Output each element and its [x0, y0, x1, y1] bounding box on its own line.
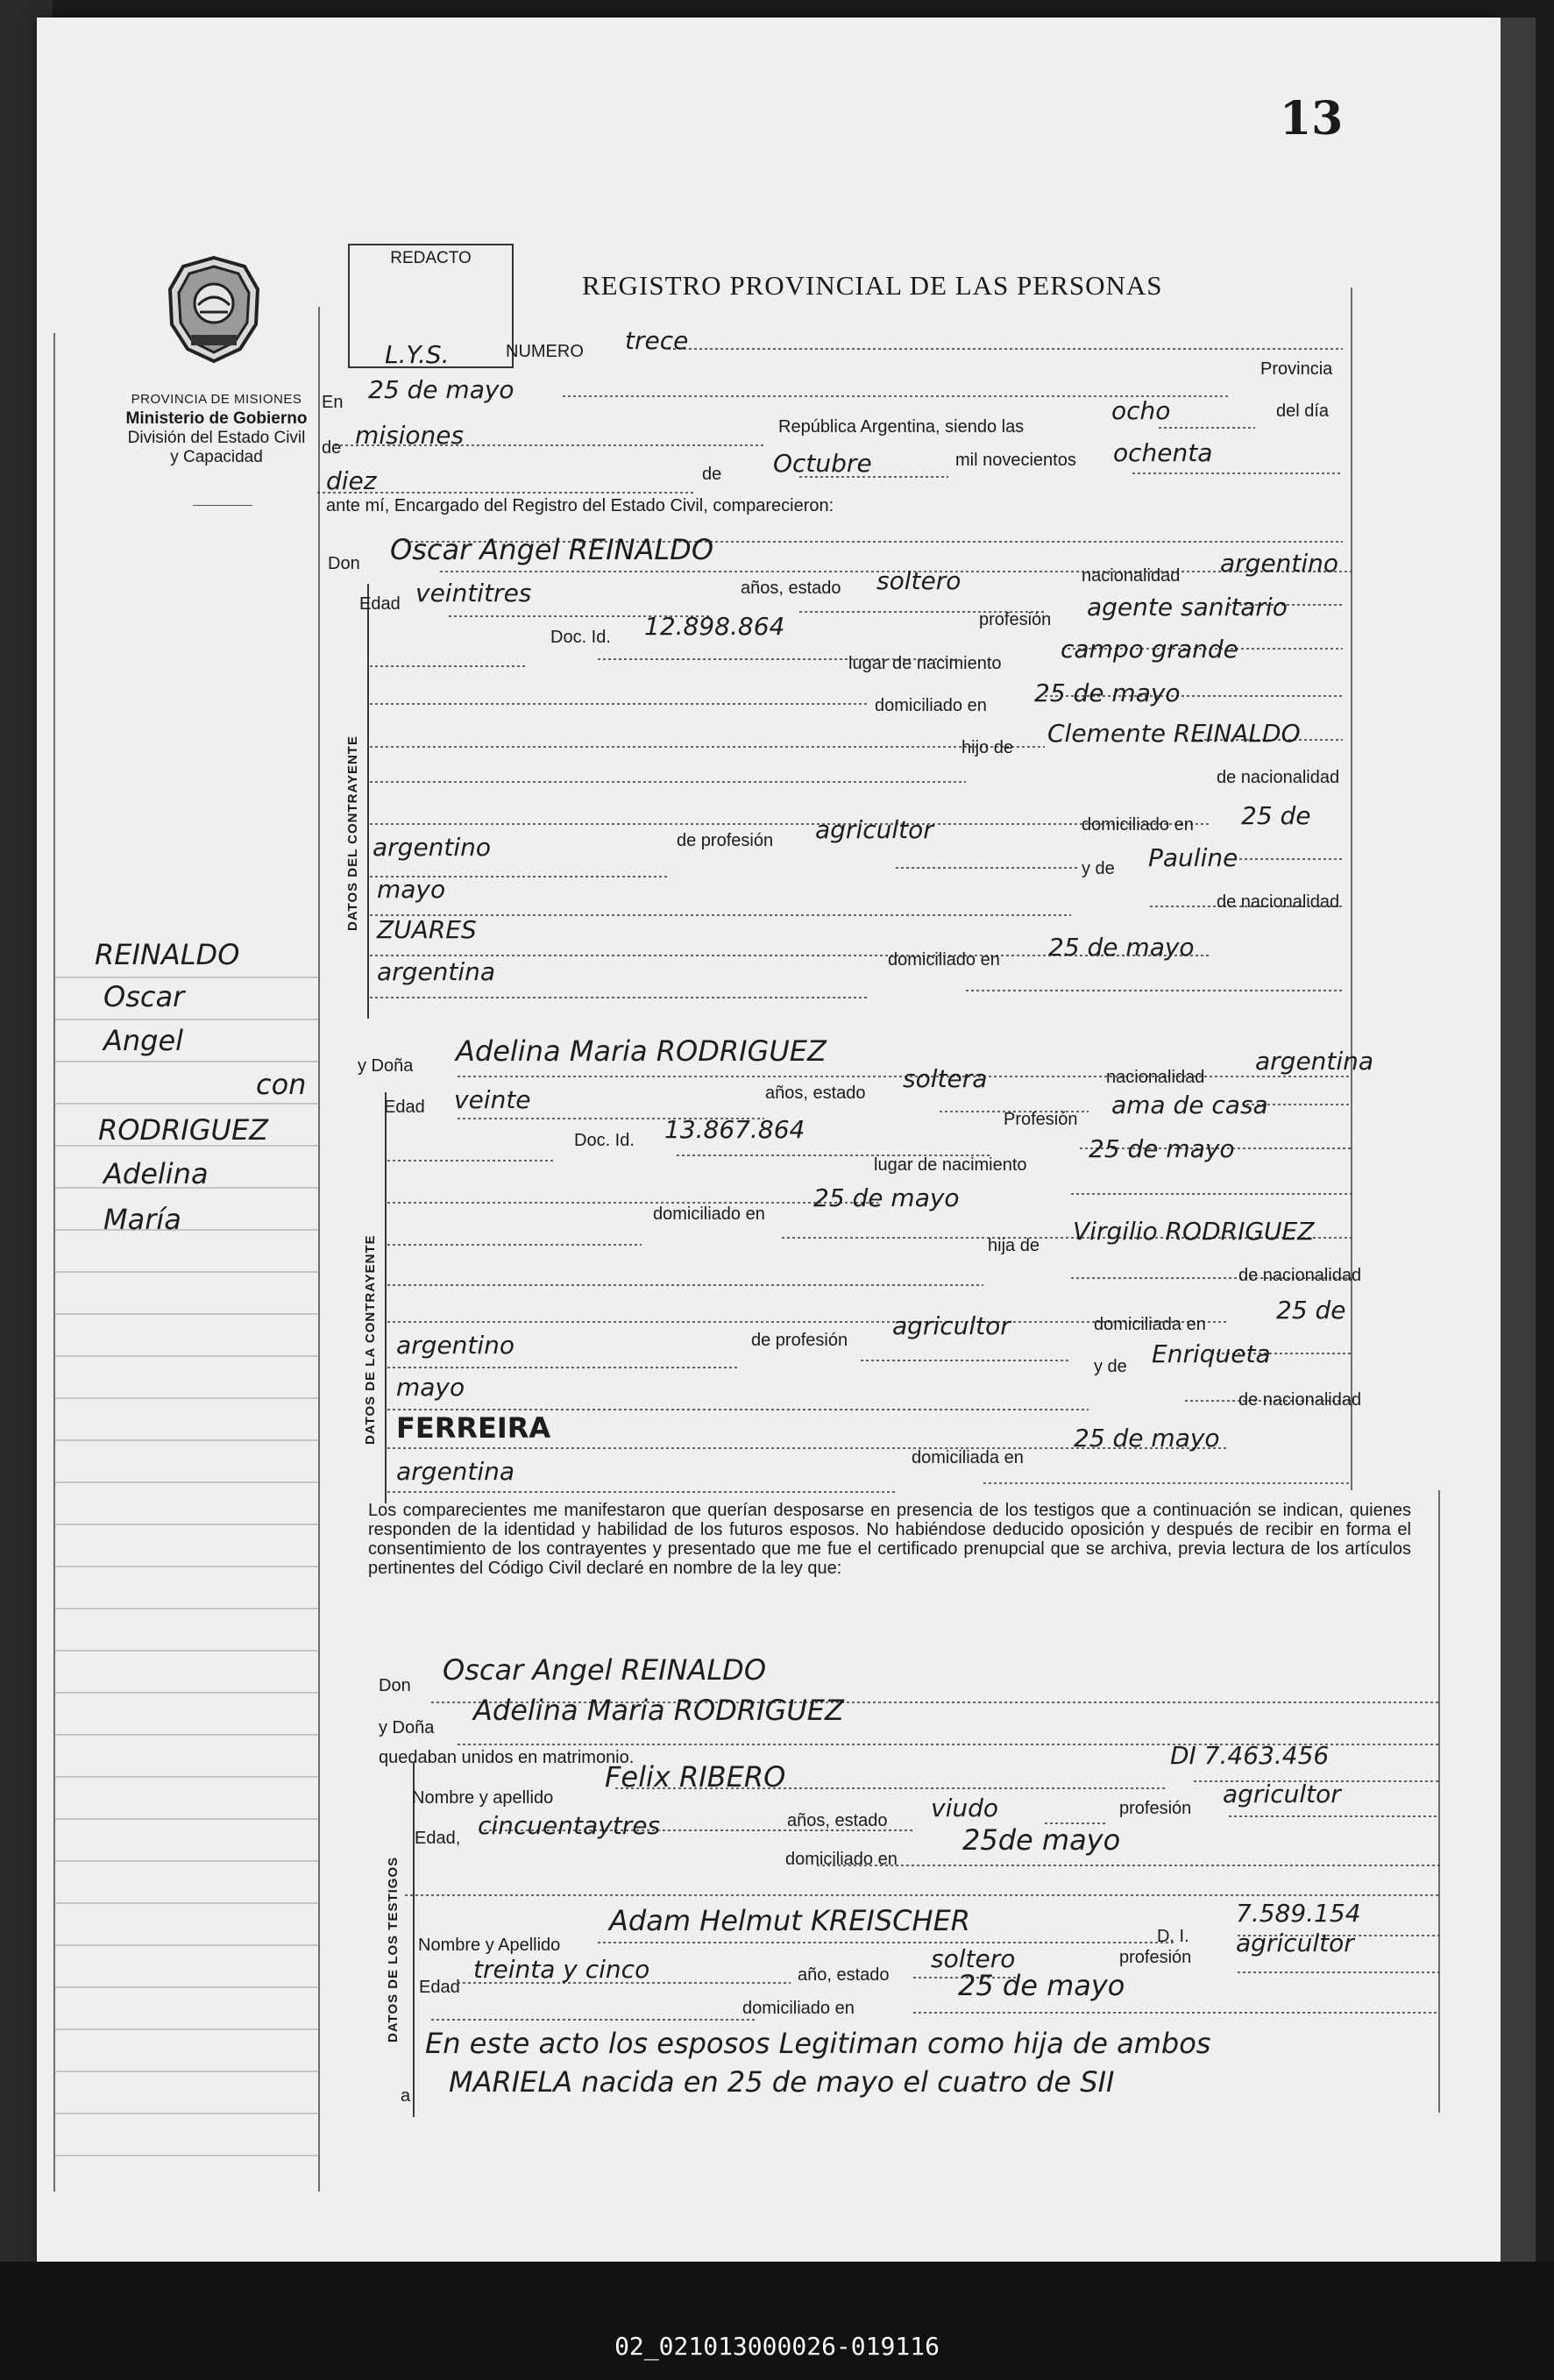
- edad-label-2: Edad: [384, 1098, 425, 1117]
- de-nacionalidad-label-2: de nacionalidad: [1217, 892, 1340, 912]
- t2-nombre-label: Nombre y Apellido: [418, 1936, 561, 1955]
- hija-de-label: hija de: [988, 1236, 1040, 1255]
- t2-nombre: Adam Helmut KREISCHER: [609, 1904, 971, 1937]
- padre-profesion-2: agricultor: [892, 1311, 1011, 1340]
- madre-name-a-2: Enriqueta: [1152, 1339, 1271, 1368]
- profesion-label: profesión: [979, 610, 1052, 629]
- madre-domicilio-label-2: domiciliada en: [912, 1448, 1024, 1467]
- lugar-value-2: 25 de mayo: [1089, 1134, 1235, 1163]
- anios-estado-label-2: años, estado: [765, 1083, 866, 1103]
- republica-label: República Argentina, siendo las: [778, 417, 1025, 437]
- margin-note-5: RODRIGUEZ: [98, 1113, 269, 1147]
- padre-domicilio-label-2: domiciliada en: [1094, 1315, 1206, 1334]
- margin-note-6: Adelina: [103, 1157, 209, 1190]
- document-title: REGISTRO PROVINCIAL DE LAS PERSONAS: [582, 270, 1163, 301]
- t1-nombre: Felix RIBERO: [605, 1760, 786, 1794]
- del-dia-label: del día: [1276, 401, 1330, 421]
- de-nacionalidad-label-4: de nacionalidad: [1238, 1390, 1362, 1410]
- en-value: 25 de mayo: [368, 375, 514, 404]
- declaration-don: Oscar Angel REINALDO: [443, 1653, 766, 1687]
- binder-cover-edge: [1501, 18, 1536, 2262]
- edad-value-2: veinte: [454, 1085, 531, 1114]
- de-value: misiones: [355, 421, 465, 450]
- padre-profesion-label: de profesión: [677, 831, 774, 850]
- lugar-label: lugar de nacimiento: [848, 654, 1002, 673]
- province-label: PROVINCIA DE MISIONES: [131, 392, 302, 407]
- t2-profesion: agricultor: [1236, 1929, 1354, 1957]
- padre-domicilio-b-2: mayo: [396, 1373, 465, 1402]
- padre-domicilio-b: mayo: [377, 875, 446, 904]
- margin-note-4: con: [256, 1068, 307, 1101]
- margin-note-2: Oscar: [103, 980, 185, 1013]
- hora-value: ocho: [1111, 396, 1171, 425]
- contrayenta-name: Adelina Maria RODRIGUEZ: [456, 1034, 827, 1068]
- domicilio-label-2: domiciliado en: [653, 1204, 765, 1224]
- lugar-value: campo grande: [1061, 635, 1238, 664]
- madre-nacionalidad-2: argentina: [396, 1457, 515, 1486]
- lugar-label-2: lugar de nacimiento: [874, 1155, 1027, 1175]
- margin-note-3: Angel: [103, 1024, 184, 1057]
- margin-note-7: María: [103, 1203, 181, 1236]
- section-contrayenta-label: DATOS DE LA CONTRAYENTE: [363, 1234, 378, 1445]
- redacto-label: REDACTO: [390, 249, 472, 267]
- doc-value: 12.898.864: [644, 612, 785, 641]
- mil-label: mil novecientos: [955, 451, 1076, 470]
- t2-di-label: D. I.: [1157, 1927, 1189, 1946]
- declaration-dona-label: y Doña: [379, 1718, 435, 1737]
- dia-value: diez: [326, 466, 377, 495]
- t1-profesion-label: profesión: [1119, 1799, 1192, 1818]
- de2-label: de: [702, 465, 722, 484]
- madre-domicilio-label: domiciliado en: [888, 950, 1000, 970]
- page-number: 13: [1280, 92, 1344, 146]
- t1-anios-estado-label: años, estado: [787, 1811, 888, 1830]
- t2-domicilio: 25 de mayo: [958, 1969, 1125, 2002]
- padre-name: Clemente REINALDO: [1047, 719, 1301, 748]
- declaration-paragraph: Los comparecientes me manifestaron que querían desposarse en presencia de los testigos que a continuación se indican, quienes responden de la identidad y habilidad de los futuros esposos. No habiéndose deducido oposición y después de recibir en forma el consentimiento de los contrayentes y presentado que me fue el certificado prenupcial que se archiva, previa lectura de los artículos pertinentes del Código Civil declaré en nombre de la ley que:: [368, 1501, 1411, 1578]
- profesion-label-2: Profesión: [1004, 1110, 1078, 1129]
- madre-name-a: Pauline: [1148, 843, 1238, 872]
- dona-label: y Doña: [358, 1056, 414, 1076]
- declaration-dona: Adelina Maria RODRIGUEZ: [473, 1694, 844, 1727]
- madre-name-b: ZUARES: [377, 915, 477, 944]
- provincia-label: Provincia: [1260, 359, 1333, 379]
- t2-edad: treinta y cinco: [473, 1955, 650, 1984]
- madre-nacionalidad: argentina: [377, 957, 496, 986]
- don-label: Don: [328, 554, 360, 573]
- anio-value: ochenta: [1113, 438, 1213, 467]
- madre-name-b-2: FERREIRA: [396, 1411, 551, 1445]
- en-label: En: [322, 393, 344, 412]
- t1-profesion: agricultor: [1223, 1780, 1341, 1808]
- numero-label: NUMERO: [506, 342, 584, 361]
- redacto-value: L.Y.S.: [385, 340, 450, 369]
- madre-domicilio-2: 25 de mayo: [1074, 1424, 1220, 1453]
- y-de-label-2: y de: [1094, 1357, 1127, 1376]
- declaration-don-label: Don: [379, 1676, 411, 1695]
- witness-note-line-1: En este acto los esposos Legitiman como hija de ambos: [425, 2027, 1211, 2060]
- padre-nacionalidad: argentino: [373, 833, 492, 862]
- padre-domicilio-label: domiciliado en: [1082, 815, 1194, 835]
- nacionalidad-label-2: nacionalidad: [1106, 1068, 1205, 1087]
- t1-di: DI 7.463.456: [1170, 1741, 1330, 1770]
- ante-label: ante mí, Encargado del Registro del Estado Civil, comparecieron:: [326, 496, 834, 515]
- t1-domicilio: 25de mayo: [962, 1823, 1121, 1857]
- witness-note-line-2: MARIELA nacida en 25 de mayo el cuatro de SII: [449, 2065, 1115, 2099]
- unidos-label: quedaban unidos en matrimonio.: [379, 1748, 635, 1767]
- madre-domicilio: 25 de mayo: [1048, 933, 1195, 962]
- hijo-de-label: hijo de: [961, 738, 1013, 757]
- binder-bottom: [0, 2262, 1554, 2380]
- padre-name-2: Virgilio RODRIGUEZ: [1073, 1217, 1315, 1246]
- de-nacionalidad-label-3: de nacionalidad: [1238, 1266, 1362, 1285]
- ministry-label: Ministerio de Gobierno: [125, 409, 308, 428]
- y-de-label: y de: [1082, 859, 1115, 878]
- estado-value-2: soltera: [903, 1064, 988, 1093]
- t1-nombre-label: Nombre y apellido: [412, 1788, 554, 1808]
- profesion-value: agente sanitario: [1087, 593, 1288, 622]
- contrayente-name: Oscar Angel REINALDO: [390, 533, 713, 566]
- t1-edad-label: Edad,: [415, 1829, 461, 1848]
- t1-estado: viudo: [931, 1794, 998, 1822]
- division-label: División del Estado Civil: [127, 429, 306, 447]
- nacionalidad-label: nacionalidad: [1082, 566, 1181, 586]
- de-nacionalidad-label: de nacionalidad: [1217, 768, 1340, 787]
- anios-estado-label: años, estado: [741, 579, 841, 598]
- section-testigos-label: DATOS DE LOS TESTIGOS: [386, 1856, 401, 2043]
- domicilio-label: domiciliado en: [875, 696, 987, 715]
- t1-edad: cincuentaytres: [478, 1811, 661, 1840]
- t2-edad-label: Edad: [419, 1978, 460, 1997]
- mes-value: Octubre: [773, 449, 872, 478]
- section-contrayente-label: DATOS DEL CONTRAYENTE: [345, 735, 360, 931]
- image-caption: 02_021013000026-019116: [614, 2332, 940, 2361]
- padre-profesion: agricultor: [815, 815, 933, 844]
- margin-note-1: REINALDO: [95, 938, 240, 971]
- estado-value: soltero: [876, 566, 961, 595]
- t2-profesion-label: profesión: [1119, 1948, 1192, 1967]
- padre-domicilio-a: 25 de: [1241, 801, 1311, 830]
- nacionalidad-value-2: argentina: [1255, 1047, 1374, 1076]
- t2-di: 7.589.154: [1236, 1899, 1361, 1928]
- domicilio-value-2: 25 de mayo: [813, 1183, 960, 1212]
- numero-value: trece: [625, 326, 689, 355]
- capacity-label: y Capacidad: [170, 448, 263, 466]
- padre-profesion-label-2: de profesión: [751, 1331, 848, 1350]
- doc-label-2: Doc. Id.: [574, 1131, 635, 1150]
- padre-domicilio-a-2: 25 de: [1276, 1296, 1346, 1325]
- doc-value-2: 13.867.864: [664, 1115, 805, 1144]
- witness-note-prefix: a: [401, 2086, 411, 2106]
- t2-anios-estado-label: año, estado: [798, 1965, 890, 1985]
- t2-domicilio-label: domiciliado en: [742, 1999, 855, 2018]
- t1-domicilio-label: domiciliado en: [785, 1850, 898, 1869]
- de-label: de: [322, 438, 342, 458]
- edad-value: veintitres: [415, 579, 532, 607]
- domicilio-value: 25 de mayo: [1034, 678, 1181, 707]
- profesion-value-2: ama de casa: [1111, 1091, 1268, 1119]
- nacionalidad-value: argentino: [1220, 549, 1339, 578]
- edad-label: Edad: [359, 594, 401, 614]
- padre-nacionalidad-2: argentino: [396, 1331, 515, 1360]
- doc-label: Doc. Id.: [550, 628, 611, 647]
- t2-estado: soltero: [931, 1944, 1016, 1973]
